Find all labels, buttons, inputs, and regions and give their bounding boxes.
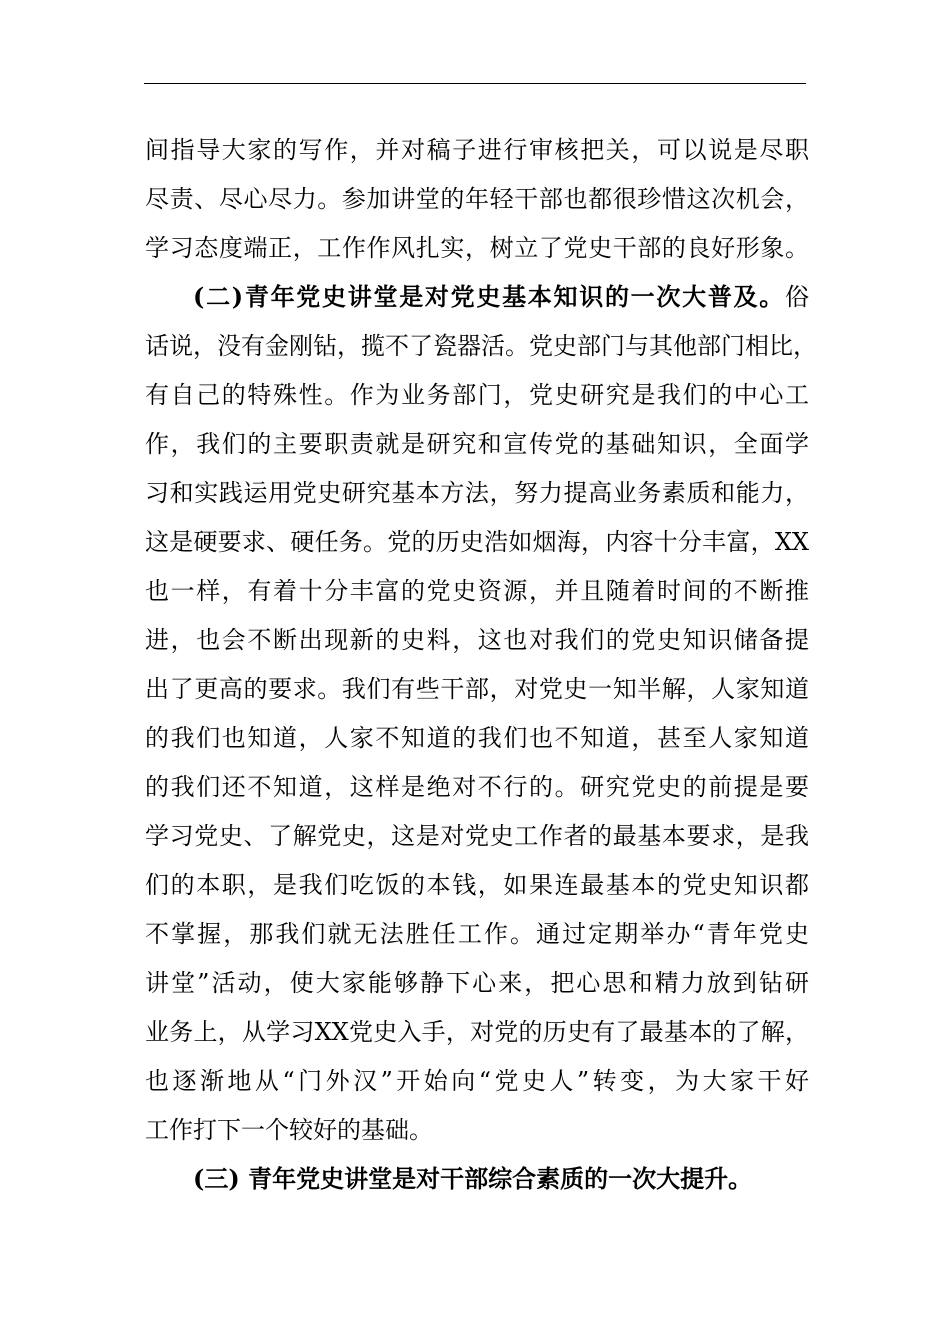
text-line: 学习态度端正，工作作风扎实，树立了党史干部的良好形象。 xyxy=(145,234,809,262)
text-line: 有自己的特殊性。作为业务部门，党史研究是我们的中心工 xyxy=(145,381,809,409)
text-line: 们的本职，是我们吃饭的本钱，如果连最基本的党史知识都 xyxy=(145,871,809,899)
text-line: 讲堂”活动，使大家能够静下心来，把心思和精力放到钻研 xyxy=(145,969,809,997)
text-run: 俗 xyxy=(785,283,809,311)
text-line: 也一样，有着十分丰富的党史资源，并且随着时间的不断推 xyxy=(145,577,809,605)
text-line: 学习党史、了解党史，这是对党史工作者的最基本要求，是我 xyxy=(145,822,809,850)
section-heading-2: (二)青年党史讲堂是对党史基本知识的一次大普及。 xyxy=(193,282,785,311)
text-line: 的我们也知道，人家不知道的我们也不知道，甚至人家知道 xyxy=(145,724,809,752)
text-line: 出了更高的要求。我们有些干部，对党史一知半解，人家知道 xyxy=(145,675,809,703)
text-line: 的我们还不知道，这样是绝对不行的。研究党史的前提是要 xyxy=(145,773,809,801)
section-heading-3: (三) 青年党史讲堂是对干部综合素质的一次大提升。 xyxy=(193,1164,753,1193)
text-line: 这是硬要求、硬任务。党的历史浩如烟海，内容十分丰富，XX xyxy=(145,528,809,556)
text-line: 话说，没有金刚钻，揽不了瓷器活。党史部门与其他部门相比， xyxy=(145,332,817,360)
header-rule xyxy=(144,83,806,84)
text-line: 业务上，从学习XX党史入手，对党的历史有了最基本的了解， xyxy=(145,1018,809,1046)
body-text xyxy=(145,130,817,1208)
text-line: 间指导大家的写作，并对稿子进行审核把关，可以说是尽职 xyxy=(145,136,809,164)
text-line: 作，我们的主要职责就是研究和宣传党的基础知识，全面学 xyxy=(145,430,809,458)
text-line: 不掌握，那我们就无法胜任工作。通过定期举办“青年党史 xyxy=(145,920,809,948)
text-line: 进，也会不断出现新的史料，这也对我们的党史知识储备提 xyxy=(145,626,809,654)
section-heading-line xyxy=(145,277,809,326)
text-line: 工作打下一个较好的基础。 xyxy=(145,1116,433,1144)
section-heading-line xyxy=(145,1159,809,1208)
text-line: 也逐渐地从“门外汉”开始向“党史人”转变，为大家干好 xyxy=(145,1067,809,1095)
text-line: 尽责、尽心尽力。参加讲堂的年轻干部也都很珍惜这次机会， xyxy=(145,185,809,213)
text-line: 习和实践运用党史研究基本方法，努力提高业务素质和能力， xyxy=(145,479,809,507)
